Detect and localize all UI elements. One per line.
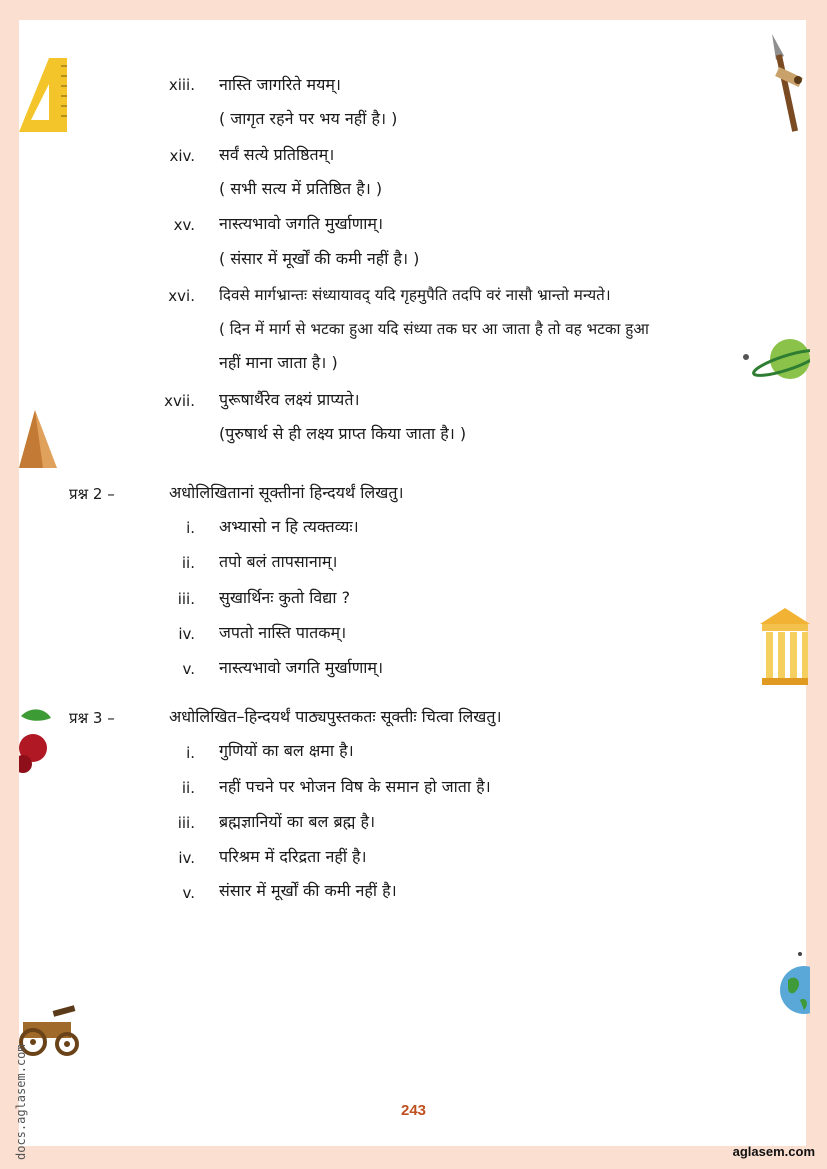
question-3-label: प्रश्न 3 – [69, 709, 115, 727]
list-item: अभ्यासो न हि त्यक्तव्यः। [219, 517, 359, 536]
sanskrit-line: पुरूषार्थैरेव लक्ष्यं प्राप्यते। [219, 390, 360, 409]
item-number: xiv. [169, 147, 195, 165]
question-2-label: प्रश्न 2 – [69, 485, 115, 503]
ruler-triangle-icon [19, 58, 69, 134]
list-item: गुणियों का बल क्षमा है। [219, 741, 354, 760]
sanskrit-line: नास्त्यभावो जगति मुर्खाणाम्। [219, 214, 384, 233]
item-number: iv. [178, 625, 195, 643]
question-2-instruction: अधोलिखितानां सूक्तीनां हिन्दयर्थं लिखतु। [169, 483, 404, 502]
planet-saturn-icon [742, 335, 810, 383]
side-watermark: docs.aglasem.com [14, 1044, 28, 1160]
page-sheet [19, 20, 806, 1146]
hindi-line: नहीं माना जाता है। ) [219, 353, 338, 372]
question-3-instruction: अधोलिखित–हिन्दयर्थं पाठ्यपुस्तकतः सूक्तीः चित्वा लिखतु। [169, 707, 502, 726]
item-number: iii. [177, 814, 195, 832]
list-item: तपो बलं तापसानाम्। [219, 552, 338, 571]
item-number: v. [182, 660, 195, 678]
stone-spear-icon [768, 34, 812, 134]
hindi-line: ( जागृत रहने पर भय नहीं है। ) [219, 109, 398, 128]
item-number: ii. [181, 554, 195, 572]
list-item: परिश्रम में दरिद्रता नहीं है। [219, 847, 367, 866]
item-number: xvi. [168, 287, 195, 305]
item-number: i. [186, 744, 195, 762]
page-number: 243 [400, 1102, 427, 1119]
item-number: xiii. [168, 76, 195, 94]
list-item: संसार में मूर्खों की कमी नहीं है। [219, 881, 397, 900]
item-number: iv. [178, 849, 195, 867]
sanskrit-line: नास्ति जागरिते मयम्। [219, 75, 341, 94]
list-item: सुखार्थिनः कुतो विद्या ? [219, 588, 351, 607]
item-number: xv. [173, 216, 195, 234]
hindi-line: ( दिन में मार्ग से भटका हुआ यदि संध्या तक घर आ जाता है तो वह भटका हुआ [219, 320, 649, 338]
sanskrit-line: सर्वं सत्ये प्रतिष्ठितम्। [219, 145, 335, 164]
site-brand[interactable]: aglasem.com [732, 1144, 815, 1159]
item-number: iii. [177, 590, 195, 608]
list-item: ब्रह्मज्ञानियों का बल ब्रह्म है। [219, 812, 376, 831]
temple-pillars-icon [760, 608, 810, 686]
hindi-line: ( संसार में मूर्खों की कमी नहीं है। ) [219, 249, 420, 268]
list-item: नहीं पचने पर भोजन विष के समान हो जाता है। [219, 777, 491, 796]
list-item: जपतो नास्ति पातकम्। [219, 623, 347, 642]
item-number: v. [182, 884, 195, 902]
globe-icon [778, 950, 810, 1020]
cherry-fruit-icon [19, 706, 55, 776]
item-number: xvii. [164, 392, 195, 410]
pyramid-icon [19, 410, 59, 470]
item-number: ii. [181, 779, 195, 797]
cannon-cart-icon [19, 1000, 85, 1058]
hindi-line: ( सभी सत्य में प्रतिष्ठित है। ) [219, 179, 383, 198]
item-number: i. [186, 519, 195, 537]
list-item: नास्त्यभावो जगति मुर्खाणाम्। [219, 658, 384, 677]
sanskrit-line: दिवसे मार्गभ्रान्तः संध्यायावद् यदि गृहमुपैति तदपि वरं नासौ भ्रान्तो मन्यते। [219, 286, 611, 304]
hindi-line: (पुरुषार्थ से ही लक्ष्य प्राप्त किया जाता है। ) [219, 424, 467, 443]
